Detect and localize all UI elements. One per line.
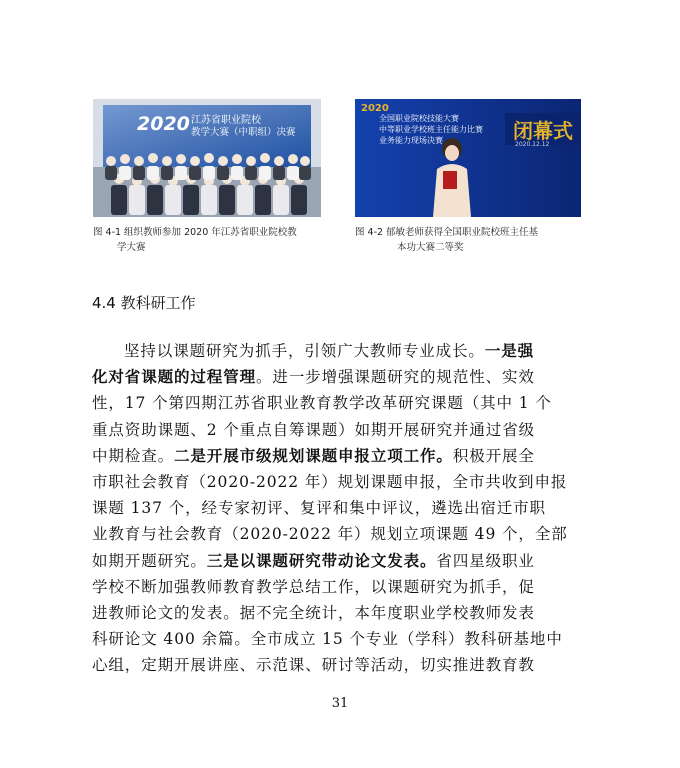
body-line (92, 443, 592, 469)
body-line: 科研论文 400 余篇。全市成立 15 个专业（学科）教科研基地中 (92, 630, 563, 649)
body-line: 心组，定期开展讲座、示范课、研讨等活动，切实推进教育教 (92, 656, 535, 675)
competition-group-photo (93, 99, 321, 217)
body-text-segment: 省四星级职业 (436, 551, 535, 570)
photo1-banner-line2: 教学大赛（中职组）决赛 (191, 127, 296, 138)
body-line: 学校不断加强教师教育教学总结工作，以课题研究为抓手，促 (92, 577, 535, 596)
photo2-banner-line3: 业务能力现场决赛 (379, 136, 443, 145)
body-line: 重点资助课题、2 个重点自筹课题）如期开展研究并通过省级 (92, 420, 535, 439)
photo2-banner-line2: 中等职业学校班主任能力比赛 (379, 125, 483, 134)
body-bold-segment: 化对省课题的过程管理 (92, 367, 257, 387)
figure-4-1-caption-line2: 学大赛 (117, 242, 146, 253)
figure-4-2-caption-line1: 图 4-2 郁敏老师获得全国职业院校班主任基 (355, 227, 539, 238)
section-heading: 4.4 教科研工作 (92, 294, 196, 312)
body-line (92, 364, 592, 390)
figure-4-2-caption (355, 225, 587, 255)
body-paragraph (92, 338, 592, 679)
photo2-date-text: 2020.12.12 (515, 141, 550, 148)
figure-4-2-caption-line2: 本功大赛二等奖 (397, 242, 464, 253)
body-bold-segment: 二是开展市级规划课题申报立项工作。 (174, 445, 453, 465)
photo1-banner-year: 2020 (137, 113, 190, 135)
body-text-segment: 中期检查。 (92, 446, 175, 465)
body-text-segment: 积极开展全 (452, 446, 535, 465)
body-line: 市职社会教育（2020-2022 年）规划课题申报，全市共收到申报 (92, 473, 568, 492)
figure-4-1-caption-line1: 图 4-1 组织教师参加 2020 年江苏省职业院校教 (93, 227, 297, 238)
body-line: 性，17 个第四期江苏省职业教育教学改革研究课题（其中 1 个 (92, 394, 552, 413)
body-line: 进教师论文的发表。据不完全统计，本年度职业学校教师发表 (92, 604, 535, 623)
body-text-segment: 坚持以课题研究为抓手，引领广大教师专业成长。 (124, 342, 485, 360)
body-text-segment: 。进一步增强课题研究的规范性、实效 (256, 368, 535, 387)
body-line: 课题 137 个，经专家初评、复评和集中评议，遴选出宿迁市职 (92, 499, 546, 518)
body-bold-segment: 三是以课题研究带动论文发表。 (206, 550, 437, 570)
figure-4-1-caption (93, 225, 328, 255)
photo2-banner-line1: 全国职业院校技能大赛 (379, 114, 459, 123)
page-number: 31 (331, 696, 349, 711)
body-line: 业教育与社会教育（2020-2022 年）规划立项课题 49 个，全部 (92, 525, 568, 544)
photo2-banner-year: 2020 (361, 103, 389, 114)
body-line (92, 338, 592, 364)
photo1-banner-line1: 江苏省职业院校 (191, 115, 261, 126)
body-bold-segment: 一是强 (484, 341, 535, 360)
body-line (92, 548, 592, 574)
award-winner-photo (355, 99, 581, 217)
photo2-closing-text: 闭幕式 (513, 119, 573, 143)
body-text-segment: 如期开题研究。 (92, 551, 207, 570)
